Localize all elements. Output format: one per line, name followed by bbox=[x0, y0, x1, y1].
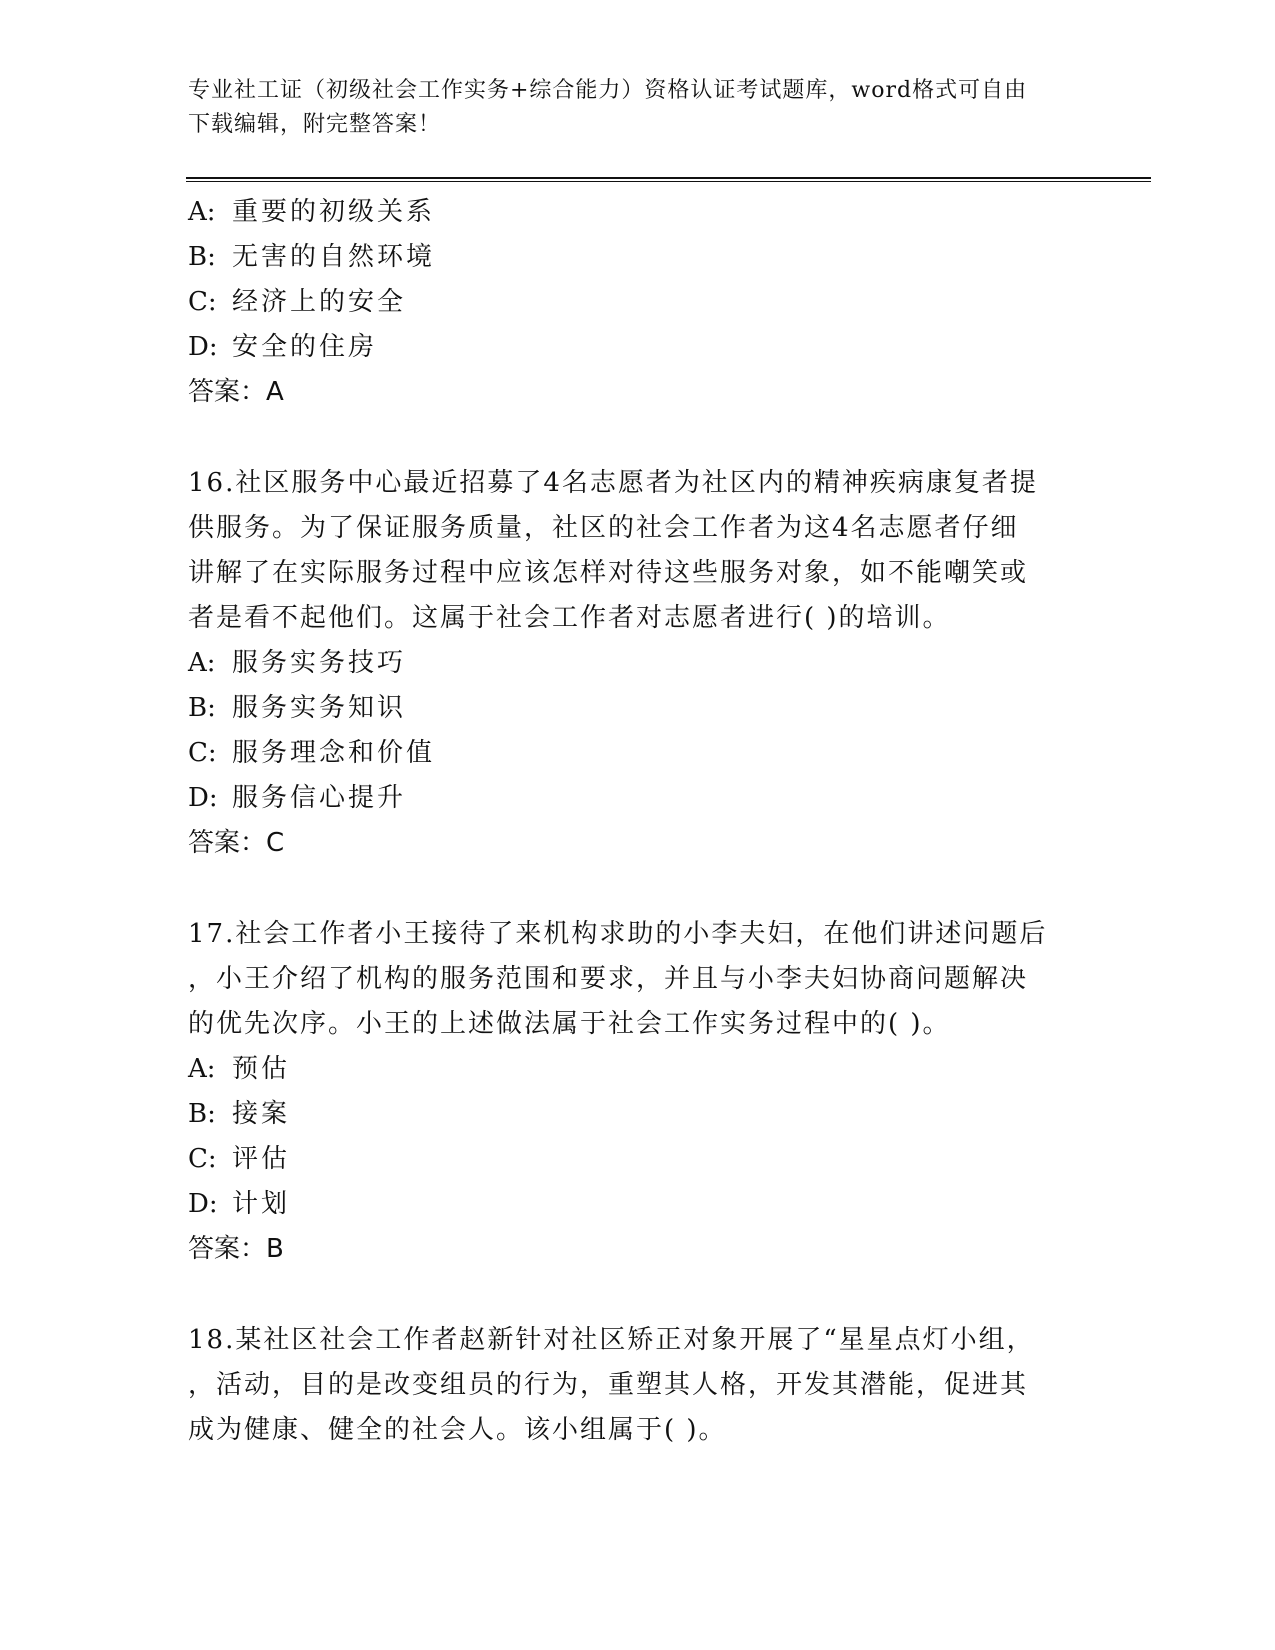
question-15 bbox=[188, 190, 1088, 415]
option-text: 服务信心提升 bbox=[232, 783, 407, 813]
question-16-option-b bbox=[188, 686, 1088, 731]
question-16 bbox=[188, 461, 1088, 866]
question-18 bbox=[188, 1318, 1088, 1453]
option-key: B: bbox=[188, 693, 216, 723]
question-16-option-c bbox=[188, 731, 1088, 776]
option-key: D: bbox=[188, 332, 218, 362]
document-header bbox=[188, 74, 1088, 142]
question-16-answer: 答案：C bbox=[188, 828, 285, 858]
option-text: 重要的初级关系 bbox=[232, 197, 436, 227]
question-list bbox=[188, 190, 1088, 1453]
question-16-stem-line: 者是看不起他们。这属于社会工作者对志愿者进行( )的培训。 bbox=[188, 603, 951, 633]
question-17-option-c bbox=[188, 1137, 1088, 1182]
question-15-option-d bbox=[188, 325, 1088, 370]
header-divider bbox=[186, 177, 1151, 182]
option-key: D: bbox=[188, 1189, 218, 1219]
question-15-option-a bbox=[188, 190, 1088, 235]
option-key: C: bbox=[188, 738, 217, 768]
spacer bbox=[188, 866, 1088, 912]
question-17-answer: 答案：B bbox=[188, 1234, 284, 1264]
option-text: 评估 bbox=[232, 1144, 291, 1174]
question-17-option-a bbox=[188, 1047, 1088, 1092]
option-key: B: bbox=[188, 242, 216, 272]
option-text: 服务实务技巧 bbox=[232, 648, 407, 678]
option-text: 无害的自然环境 bbox=[232, 242, 436, 272]
header-title-line-2: 下载编辑，附完整答案！ bbox=[188, 112, 442, 137]
spacer bbox=[188, 1272, 1088, 1318]
option-text: 服务理念和价值 bbox=[232, 738, 436, 768]
question-18-stem-line: ，活动，目的是改变组员的行为，重塑其人格，开发其潜能，促进其 bbox=[188, 1370, 1029, 1400]
question-17 bbox=[188, 912, 1088, 1272]
question-17-stem-line: ，小王介绍了机构的服务范围和要求，并且与小李夫妇协商问题解决 bbox=[188, 964, 1029, 994]
question-18-stem-line: 18.某社区社会工作者赵新针对社区矫正对象开展了“星星点灯小组， bbox=[188, 1325, 1035, 1355]
spacer bbox=[188, 415, 1088, 461]
question-16-option-d bbox=[188, 776, 1088, 821]
option-key: C: bbox=[188, 1144, 217, 1174]
option-text: 预估 bbox=[232, 1054, 291, 1084]
question-18-stem-line: 成为健康、健全的社会人。该小组属于( )。 bbox=[188, 1415, 727, 1445]
option-key: A: bbox=[188, 1054, 216, 1084]
option-text: 服务实务知识 bbox=[232, 693, 407, 723]
question-15-option-b bbox=[188, 235, 1088, 280]
question-17-option-d bbox=[188, 1182, 1088, 1227]
option-key: C: bbox=[188, 287, 217, 317]
question-17-stem-line: 的优先次序。小王的上述做法属于社会工作实务过程中的( )。 bbox=[188, 1009, 951, 1039]
question-16-stem-line: 16.社区服务中心最近招募了4名志愿者为社区内的精神疾病康复者提 bbox=[188, 468, 1038, 498]
option-key: B: bbox=[188, 1099, 216, 1129]
question-16-stem-line: 供服务。为了保证服务质量，社区的社会工作者为这4名志愿者仔细 bbox=[188, 513, 1019, 543]
option-key: A: bbox=[188, 197, 216, 227]
option-text: 经济上的安全 bbox=[232, 287, 407, 317]
question-17-stem-line: 17.社会工作者小王接待了来机构求助的小李夫妇，在他们讲述问题后 bbox=[188, 919, 1048, 949]
option-key: D: bbox=[188, 783, 218, 813]
question-15-answer: 答案：A bbox=[188, 377, 284, 407]
question-17-option-b bbox=[188, 1092, 1088, 1137]
question-15-option-c bbox=[188, 280, 1088, 325]
option-text: 接案 bbox=[232, 1099, 291, 1129]
question-16-option-a bbox=[188, 641, 1088, 686]
option-text: 计划 bbox=[232, 1189, 291, 1219]
question-16-stem-line: 讲解了在实际服务过程中应该怎样对待这些服务对象，如不能嘲笑或 bbox=[188, 558, 1029, 588]
option-key: A: bbox=[188, 648, 216, 678]
option-text: 安全的住房 bbox=[232, 332, 378, 362]
header-title-line-1: 专业社工证（初级社会工作实务+综合能力）资格认证考试题库，word格式可自由 bbox=[188, 78, 1028, 103]
